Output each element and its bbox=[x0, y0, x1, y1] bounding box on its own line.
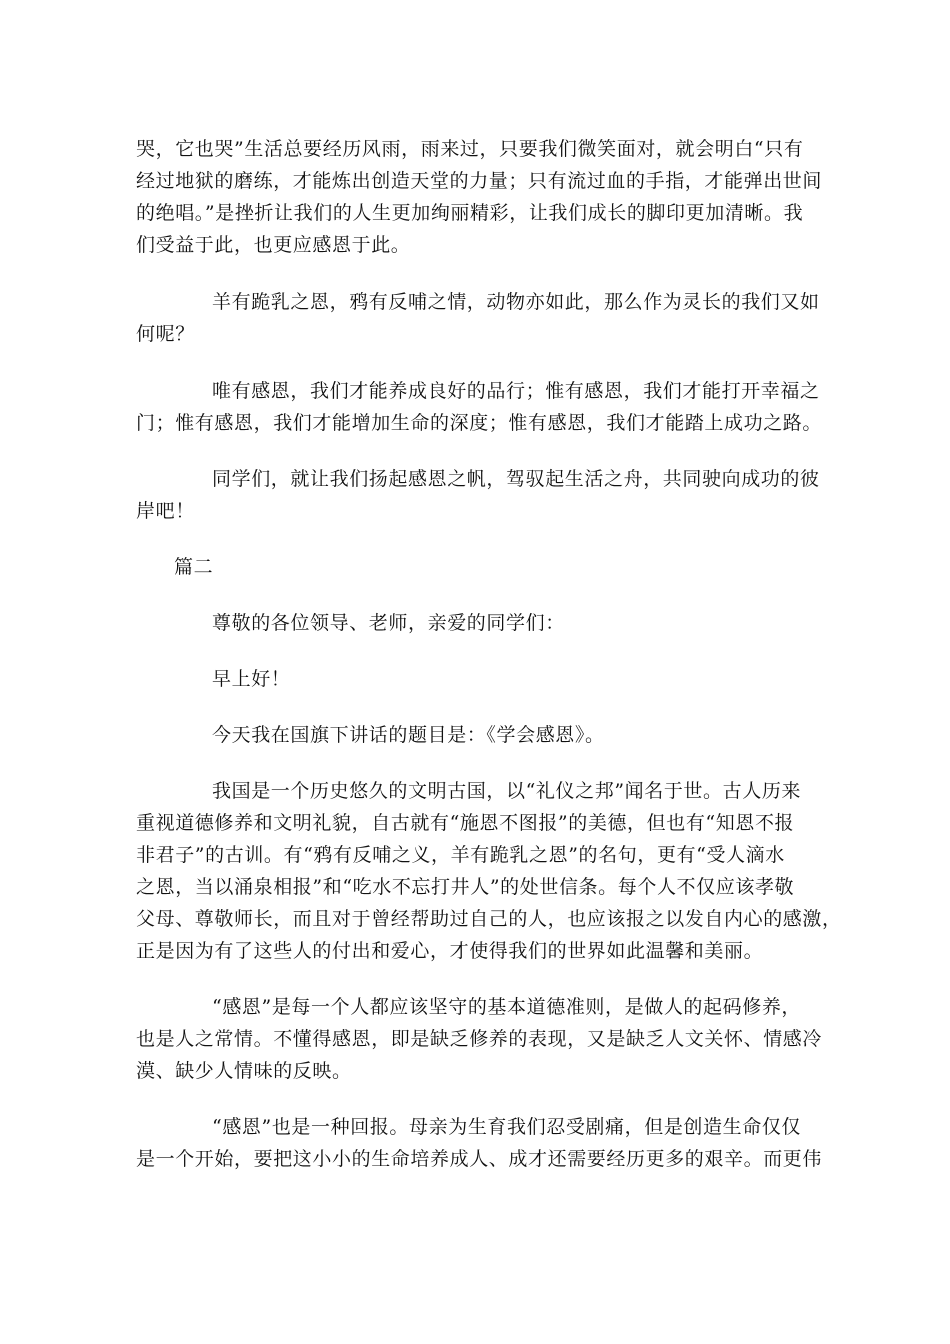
paragraph-line: 羊有跪乳之恩，鸦有反哺之情，动物亦如此，那么作为灵长的我们又如 bbox=[212, 291, 820, 313]
paragraph-line: 经过地狱的磨练，才能炼出创造天堂的力量；只有流过血的手指，才能弹出世间 bbox=[136, 170, 823, 192]
paragraph-line: 父母、尊敬师长，而且对于曾经帮助过自己的人，也应该报之以发自内心的感激， bbox=[136, 908, 842, 930]
paragraph-line: 是一个开始，要把这小小的生命培养成人、成才还需要经历更多的艰辛。而更伟 bbox=[136, 1148, 823, 1170]
section-heading: 篇二 bbox=[174, 556, 214, 578]
paragraph-line: “感恩”也是一种回报。母亲为生育我们忍受剧痛，但是创造生命仅仅 bbox=[212, 1116, 802, 1138]
paragraph-line: “感恩”是每一个人都应该坚守的基本道德准则，是做人的起码修养， bbox=[212, 996, 802, 1018]
paragraph-line: 岸吧！ bbox=[136, 500, 195, 522]
paragraph-line: 我国是一个历史悠久的文明古国，以“礼仪之邦”闻名于世。古人历来 bbox=[212, 780, 802, 802]
speech-title-line: 今天我在国旗下讲话的题目是：《学会感恩》。 bbox=[212, 724, 605, 746]
paragraph-line: 之恩，当以涌泉相报”和“吃水不忘打井人”的处世信条。每个人不仅应该孝敬 bbox=[136, 876, 795, 898]
greeting: 早上好！ bbox=[212, 668, 291, 690]
paragraph-line: 唯有感恩，我们才能养成良好的品行；惟有感恩，我们才能打开幸福之 bbox=[212, 380, 820, 402]
paragraph-line: 正是因为有了这些人的付出和爱心，才使得我们的世界如此温馨和美丽。 bbox=[136, 940, 764, 962]
paragraph-line: 的绝唱。”是挫折让我们的人生更加绚丽精彩，让我们成长的脚印更加清晰。我 bbox=[136, 202, 804, 224]
paragraph-line: 同学们，就让我们扬起感恩之帆，驾驭起生活之舟，共同驶向成功的彼 bbox=[212, 468, 820, 490]
paragraph-line: 漠、缺少人情味的反映。 bbox=[136, 1060, 352, 1082]
paragraph-line: 何呢？ bbox=[136, 323, 195, 345]
paragraph-line: 重视道德修养和文明礼貌，自古就有“施恩不图报”的美德，但也有“知恩不报 bbox=[136, 812, 795, 834]
paragraph-line: 非君子”的古训。有“鸦有反哺之义，羊有跪乳之恩”的名句，更有“受人滴水 bbox=[136, 844, 785, 866]
paragraph-line: 也是人之常情。不懂得感恩，即是缺乏修养的表现，又是缺乏人文关怀、情感冷 bbox=[136, 1028, 823, 1050]
paragraph-line: 哭，它也哭”生活总要经历风雨，雨来过，只要我们微笑面对，就会明白“只有 bbox=[136, 138, 804, 160]
paragraph-line: 们受益于此，也更应感恩于此。 bbox=[136, 234, 411, 256]
salutation: 尊敬的各位领导、老师，亲爱的同学们： bbox=[212, 612, 565, 634]
paragraph-line: 门；惟有感恩，我们才能增加生命的深度；惟有感恩，我们才能踏上成功之路。 bbox=[136, 412, 823, 434]
